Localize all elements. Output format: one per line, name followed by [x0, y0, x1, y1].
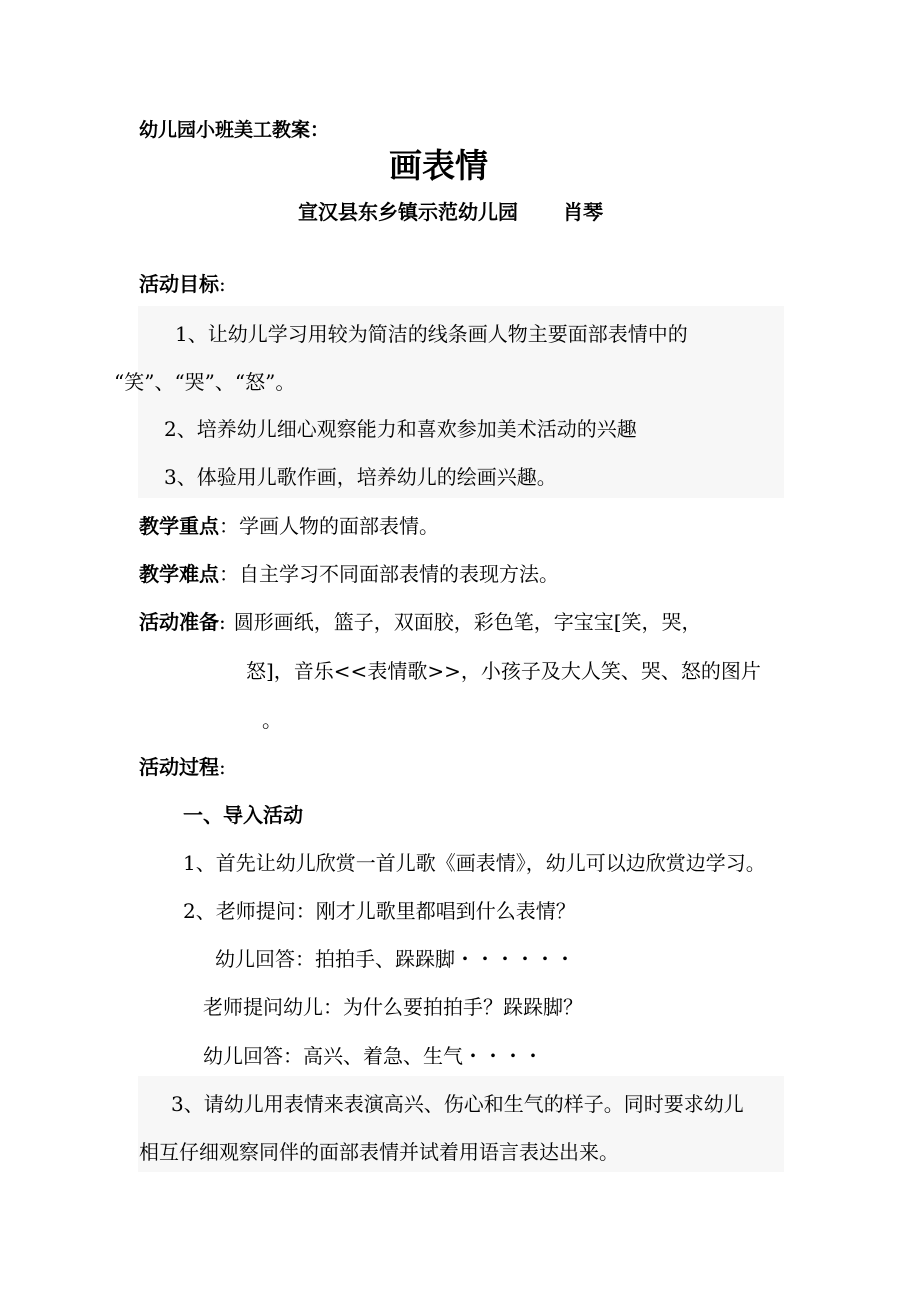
process-step-3-line2: 相互仔细观察同伴的面部表情并试着用语言表达出来。	[139, 1140, 619, 1164]
goals-heading	[139, 268, 226, 297]
key-point-line	[139, 510, 439, 539]
preparation-line1	[139, 606, 702, 635]
key-point-colon: ：	[219, 514, 239, 538]
process-answer-2: 幼儿回答：高兴、着急、生气・・・・	[203, 1044, 543, 1068]
process-step-1: 1、首先让幼儿欣赏一首儿歌《画表情》，幼儿可以边欣赏边学习。	[183, 851, 766, 875]
goal-item-1-line1: 1、让幼儿学习用较为简洁的线条画人物主要面部表情中的	[175, 322, 688, 346]
key-point-label: 教学重点	[139, 514, 219, 538]
process-heading	[139, 751, 226, 780]
process-answer-1: 幼儿回答：拍拍手、跺跺脚・・・・・・	[215, 947, 575, 971]
author-institution: 宣汉县东乡镇示范幼儿园	[298, 200, 518, 224]
preparation-colon: :	[219, 610, 226, 634]
difficulty-text: 自主学习不同面部表情的表现方法。	[239, 562, 559, 586]
process-step-3-line1: 3、请幼儿用表情来表演高兴、伤心和生气的样子。同时要求幼儿	[171, 1092, 744, 1116]
doc-author	[298, 196, 603, 225]
preparation-line2: 怒]，音乐<<表情歌>>，小孩子及大人笑、哭、怒的图片	[246, 659, 761, 683]
goals-heading-label: 活动目标	[139, 272, 219, 296]
doc-title: 画表情	[389, 146, 488, 185]
doc-label: 幼儿园小班美工教案：	[139, 119, 330, 141]
goal-item-1-line2: “笑”、“哭”、“怒”。	[114, 370, 296, 394]
process-heading-label: 活动过程	[139, 755, 219, 779]
difficulty-colon: ：	[219, 562, 239, 586]
difficulty-label: 教学难点	[139, 562, 219, 586]
process-step-2: 2、老师提问：刚才儿歌里都唱到什么表情？	[183, 899, 576, 923]
key-point-text: 学画人物的面部表情。	[239, 514, 439, 538]
process-section-1: 一、导入活动	[183, 803, 303, 827]
preparation-text-1: 圆形画纸，篮子，双面胶，彩色笔，字宝宝[笑，哭，	[233, 610, 702, 634]
preparation-line3: 。	[262, 708, 282, 732]
preparation-label: 活动准备	[139, 610, 219, 634]
author-name: 肖琴	[562, 200, 603, 224]
goal-item-2: 2、培养幼儿细心观察能力和喜欢参加美术活动的兴趣	[164, 417, 637, 441]
process-heading-colon: :	[219, 755, 226, 779]
difficulty-line	[139, 558, 559, 587]
goal-item-3: 3、体验用儿歌作画，培养幼儿的绘画兴趣。	[164, 465, 557, 489]
goals-heading-colon: :	[219, 272, 226, 296]
process-question-2: 老师提问幼儿：为什么要拍拍手？跺跺脚？	[203, 995, 583, 1019]
